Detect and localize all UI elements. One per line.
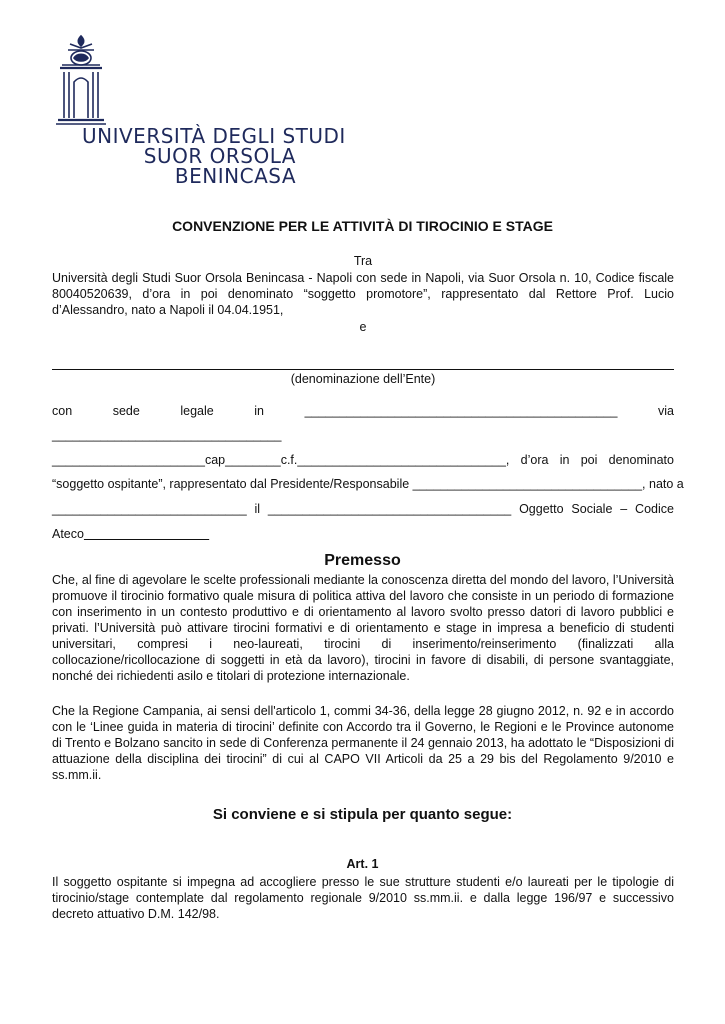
sede-blank[interactable]: _____________________________________________ xyxy=(304,404,618,418)
word: d’ora xyxy=(520,453,549,467)
word: Oggetto xyxy=(519,502,564,516)
promoter-paragraph: Università degli Studi Suor Orsola Benincasa - Napoli con sede in Napoli, via Suor Orsola n. 10, Codice fiscale 80040520639, d’ora in poi denominato “soggetto promotore”, rappresentato dal Rettore Prof. Lucio d’Alessandro, nato a Napoli il 04.04.1951, xyxy=(52,271,674,317)
entity-caption: (denominazione dell’Ente) xyxy=(290,372,436,386)
university-name xyxy=(82,124,346,188)
word: poi xyxy=(580,453,598,467)
art1-heading: Art. 1 xyxy=(346,857,379,871)
ateco-blank[interactable]: __________________ xyxy=(83,527,210,541)
university-logo xyxy=(52,34,346,188)
premesso-heading: Premesso xyxy=(324,552,401,569)
stipula-heading: Si conviene e si stipula per quanto segue: xyxy=(212,806,513,823)
field-row-ospitante xyxy=(52,477,684,495)
entity-name-line[interactable] xyxy=(52,369,674,370)
word: via xyxy=(657,404,674,418)
field-row-nato xyxy=(52,502,674,520)
ospitante-line[interactable]: “soggetto ospitante”, rappresentato dal Presidente/Responsabile _________________________________, nato a xyxy=(52,477,684,491)
word: con xyxy=(52,404,73,418)
word: in xyxy=(559,453,570,467)
word: Codice xyxy=(635,502,674,516)
field-row-via xyxy=(52,428,674,446)
birthplace-blank[interactable]: ____________________________ xyxy=(52,502,247,516)
word: Sociale xyxy=(571,502,613,516)
field-row-cap xyxy=(52,453,674,471)
word: denominato xyxy=(608,453,674,467)
word: il xyxy=(254,502,261,516)
field-row-sede xyxy=(52,404,674,422)
document-title: CONVENZIONE PER LE ATTIVITÀ DI TIROCINIO E STAGE xyxy=(172,218,553,234)
via-blank[interactable]: _________________________________ xyxy=(52,428,282,442)
art1-paragraph: Il soggetto ospitante si impegna ad accogliere presso le sue strutture studenti e/o laureati per le tipologie di tirocinio/stage contemplate dal regolamento regionale 9/2010 ss.mm.ii. e dalla legge 196/97 e successivo decreto attuativo D.M. 142/98. xyxy=(52,875,674,921)
ateco-label: Ateco xyxy=(52,527,84,541)
field-row-ateco xyxy=(52,527,674,545)
word: legale xyxy=(180,404,214,418)
premesso-paragraph-1: Che, al fine di agevolare le scelte professionali mediante la conoscenza diretta del mondo del lavoro, l’Università promuove il tirocinio formativo quale misura di politica attiva del lavoro che consiste in un periodo di formazione con inserimento in un contesto produttivo e di orientamento al lavoro svolto presso datori di lavoro pubblici e privati. l’Università può attivare tirocini formativi e di orientamento e stage in impresa a beneficio di studenti universitari, compresi i neo-laureati, tirocini di inserimento/reinserimento (finalizzati alla collocazione/ricollocazione di soggetti in età da lavoro), tirocini in favore di disabili, di persone svantaggiate, nonché dei richiedenti asilo e titolari di protezione internazionale. xyxy=(52,573,674,683)
word: in xyxy=(254,404,265,418)
logo-line-3: BENINCASA xyxy=(174,164,296,188)
word: sede xyxy=(112,404,140,418)
and-label: e xyxy=(359,320,367,334)
logo-line-2: SUOR ORSOLA xyxy=(143,144,296,168)
birthdate-blank[interactable]: ___________________________________ xyxy=(267,502,512,516)
tra-label: Tra xyxy=(353,254,373,268)
cap-cf-blank[interactable]: ______________________cap________c.f.______________________________, xyxy=(52,453,510,467)
word: – xyxy=(620,502,628,516)
university-crest-icon xyxy=(52,34,110,126)
logo-line-1: UNIVERSITÀ DEGLI STUDI xyxy=(82,124,346,148)
premesso-paragraph-2: Che la Regione Campania, ai sensi dell'articolo 1, commi 34-36, della legge 28 giugno 2012, n. 92 e in accordo con le ‘Linee guida in materia di tirocini’ definite con Accordo tra il Governo, le Regioni e le Province autonome di Trento e Bolzano sancito in sede di Conferenza permanente il 24 gennaio 2013, ha adottato le “Disposizioni di attuazione della disciplina dei tirocini” di cui al CAPO VII Articoli da 25 a 29 bis del Regolamento 9/2010 e ss.mm.ii. xyxy=(52,704,674,782)
